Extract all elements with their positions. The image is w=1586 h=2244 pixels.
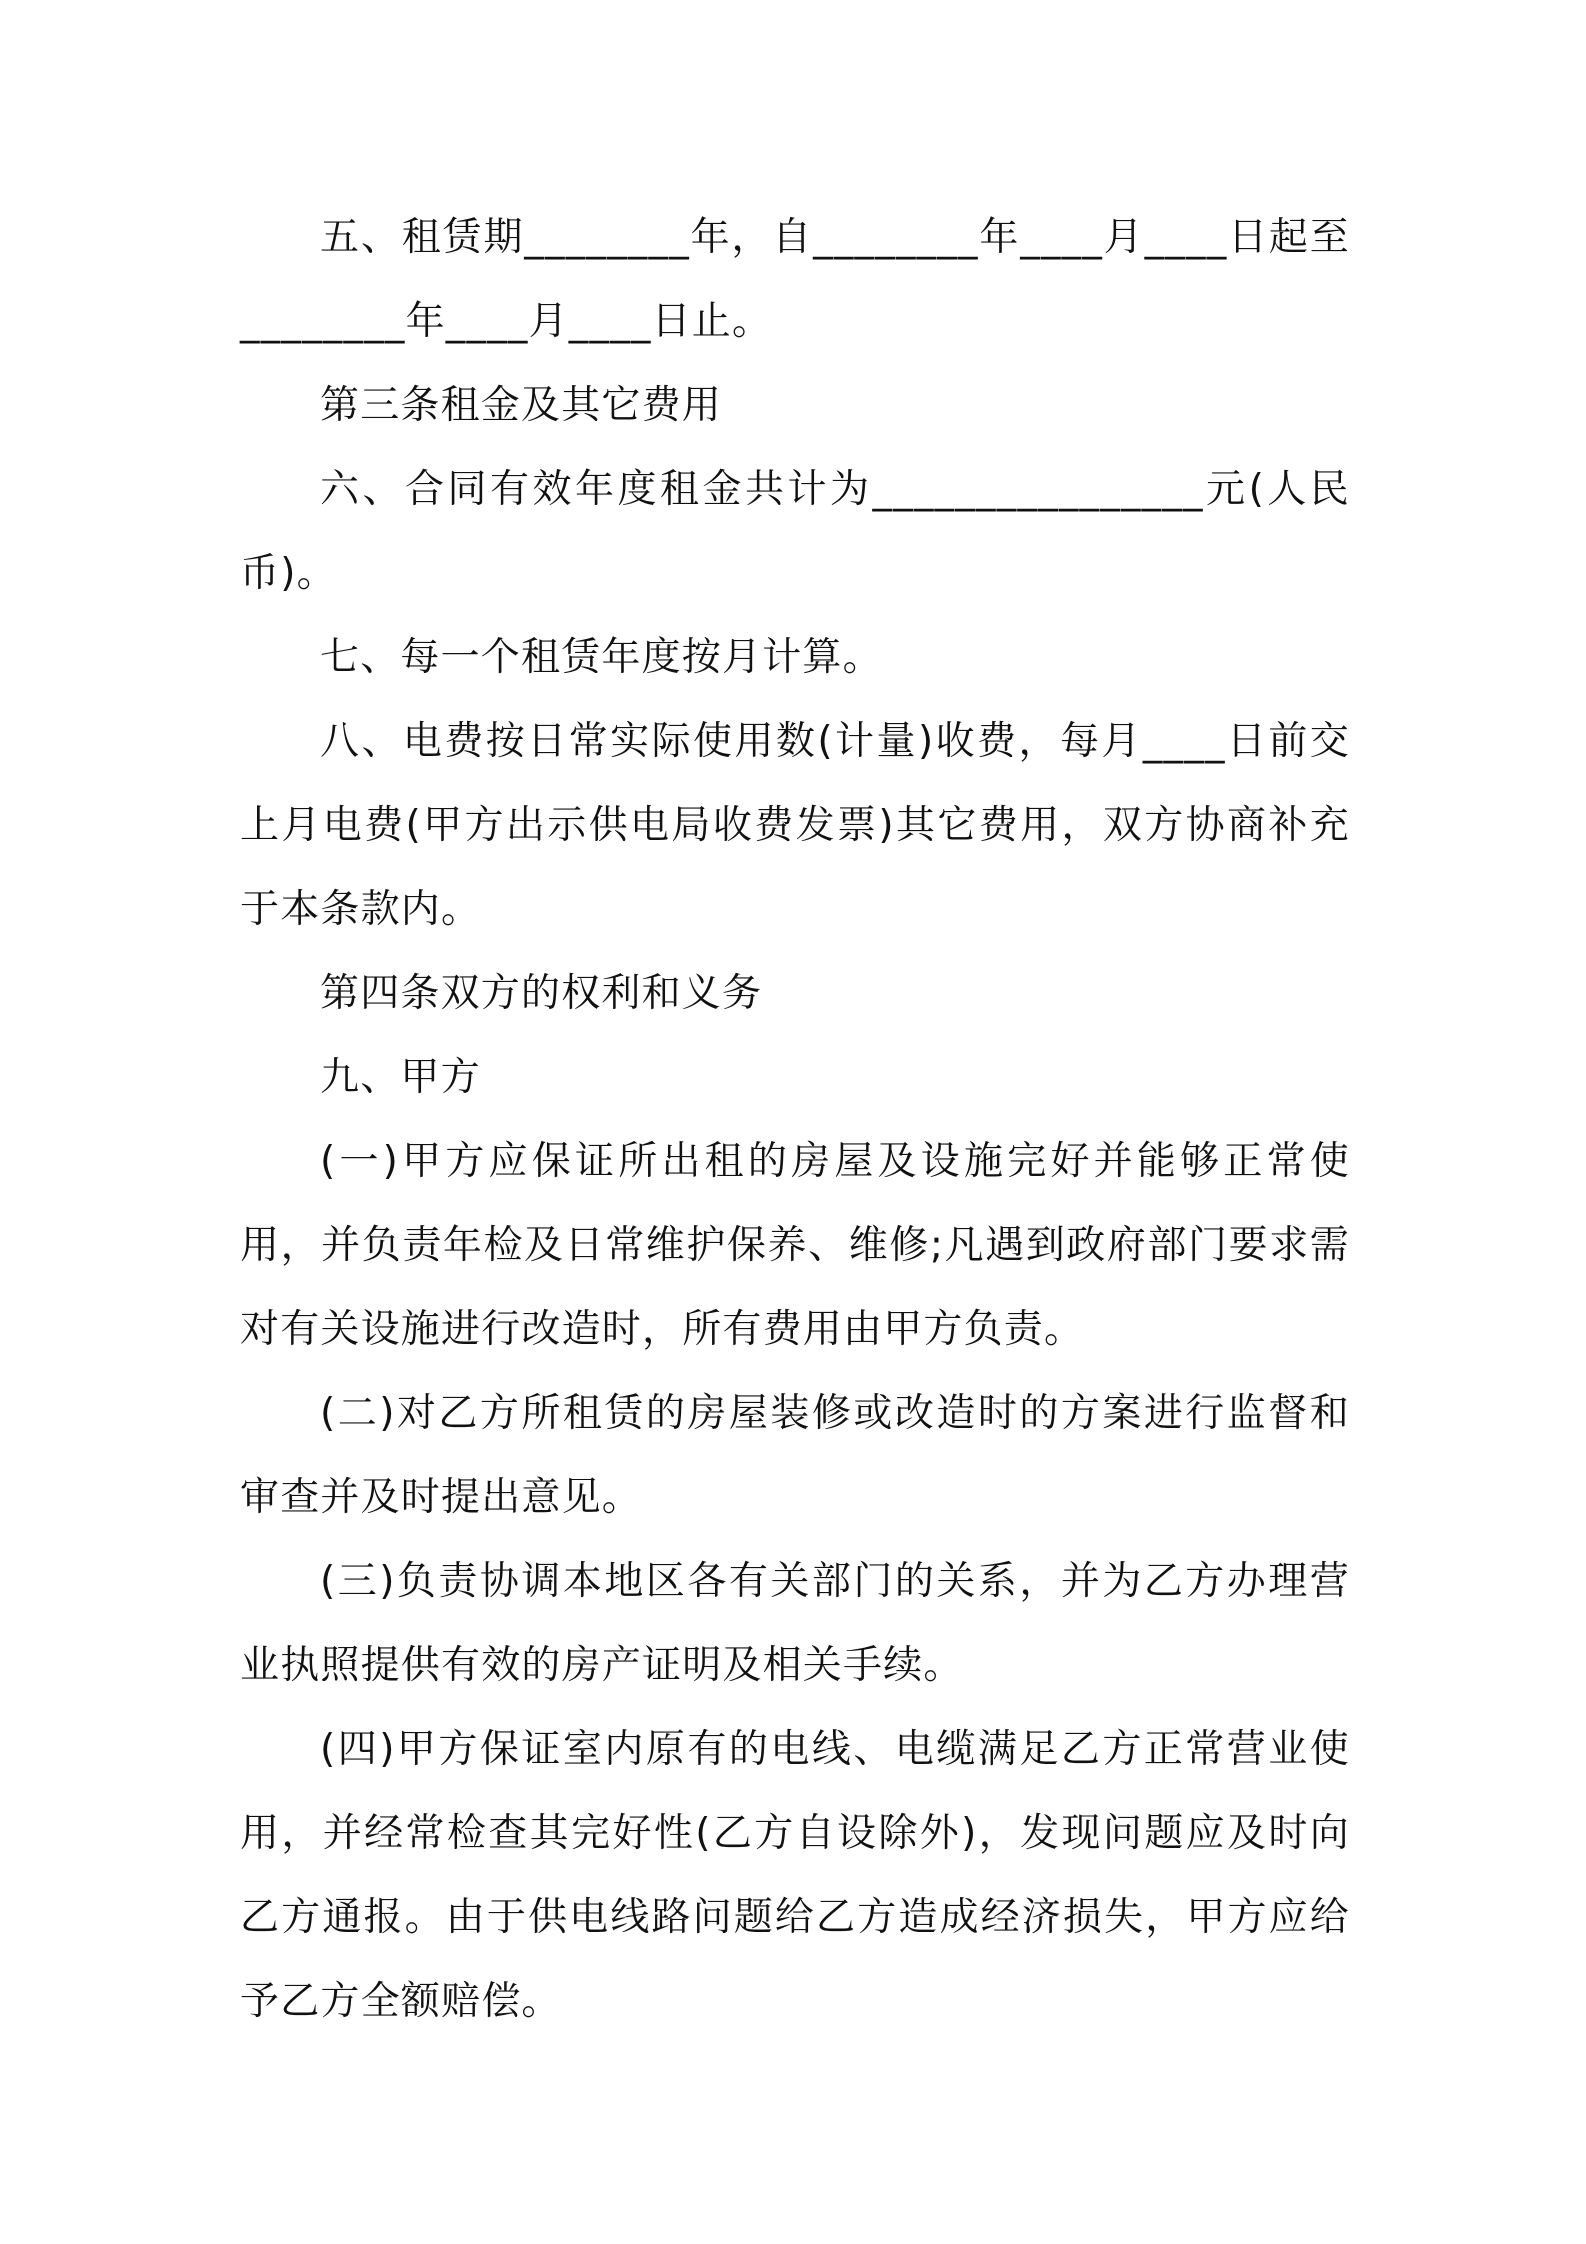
clause-party-a-4: (四)甲方保证室内原有的电线、电缆满足乙方正常营业使用，并经常检查其完好性(乙方自设除外)，发现问题应及时向乙方通报。由于供电线路问题给乙方造成经济损失，甲方应给予乙方全额赔偿。 — [240, 1727, 1350, 2024]
clause-party-a-3: (三)负责协调本地区各有关部门的关系，并为乙方办理营业执照提供有效的房产证明及相关手续。 — [240, 1559, 1350, 1688]
clause-party-a-1: (一)甲方应保证所出租的房屋及设施完好并能够正常使用，并负责年检及日常维护保养、维修;凡遇到政府部门要求需对有关设施进行改造时，所有费用由甲方负责。 — [240, 1139, 1350, 1352]
section-heading-rights-and-obligations: 第四条双方的权利和义务 — [320, 971, 763, 1016]
section-heading-rent-and-fees: 第三条租金及其它费用 — [320, 383, 723, 428]
clause-party-a-2: (二)对乙方所租赁的房屋装修或改造时的方案进行监督和审查并及时提出意见。 — [240, 1391, 1350, 1520]
paragraph-monthly-calculation: 七、每一个租赁年度按月计算。 — [320, 635, 883, 680]
subheading-party-a: 九、甲方 — [320, 1055, 481, 1100]
paragraph-lease-term: 五、租赁期________年，自________年____月____日起至________年____月____日止。 — [240, 215, 1350, 344]
paragraph-electricity-fees: 八、电费按日常实际使用数(计量)收费，每月____日前交上月电费(甲方出示供电局收费发票)其它费用，双方协商补充于本条款内。 — [240, 719, 1350, 932]
document-body — [240, 196, 1350, 2044]
paragraph-annual-rent: 六、合同有效年度租金共计为________________元(人民币)。 — [240, 467, 1350, 596]
